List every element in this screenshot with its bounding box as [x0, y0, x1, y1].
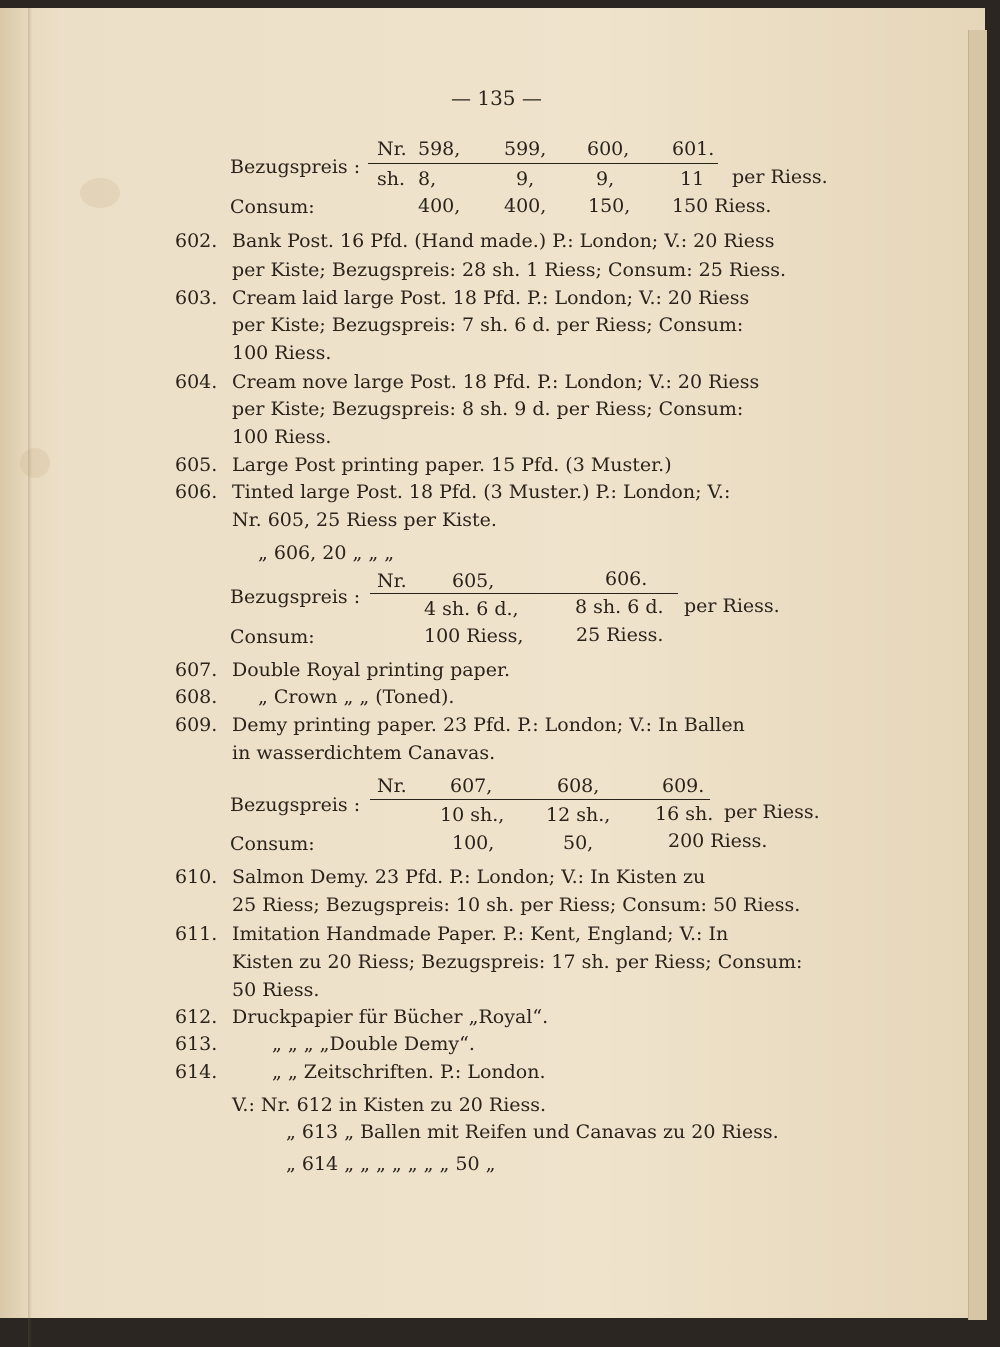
page-edge: [968, 30, 987, 1320]
consum-value: 400,: [504, 195, 547, 217]
entry-number: 607.: [175, 659, 218, 681]
bezugspreis-label: Bezugspreis :: [230, 156, 361, 178]
page-gutter: [28, 8, 32, 1347]
consum-value: 25 Riess.: [576, 624, 664, 646]
consum-label: Consum:: [230, 196, 315, 218]
consum-value: 150 Riess.: [672, 195, 772, 217]
note-line: „ 613 „ Ballen mit Reifen und Canavas zu 20 Riess.: [286, 1121, 779, 1143]
nr-value: 609.: [662, 775, 705, 797]
entry-text: Salmon Demy. 23 Pfd. P.: London; V.: In Kisten zu: [232, 866, 706, 888]
unit-label: per Riess.: [732, 166, 828, 188]
nr-value: 606.: [605, 568, 648, 590]
entry-number: 609.: [175, 714, 218, 736]
entry-text: per Kiste; Bezugspreis: 8 sh. 9 d. per Riess; Consum:: [232, 398, 744, 420]
consum-value: 100,: [452, 832, 495, 854]
page-number: — 135 —: [451, 86, 542, 110]
price-value: 9,: [516, 168, 535, 190]
fraction-rule: [368, 163, 718, 164]
paper-stain: [80, 178, 120, 208]
price-value: 10 sh.,: [440, 804, 505, 826]
entry-text: Imitation Handmade Paper. P.: Kent, England; V.: In: [232, 923, 729, 945]
consum-value: 50,: [563, 832, 594, 854]
book-page: [0, 8, 985, 1318]
price-value: 8 sh. 6 d.: [575, 596, 664, 618]
entry-number: 605.: [175, 454, 218, 476]
fraction-rule: [370, 593, 678, 594]
entry-number: 606.: [175, 481, 218, 503]
entry-text: 100 Riess.: [232, 426, 332, 448]
price-value: 12 sh.,: [546, 804, 611, 826]
entry-text: per Kiste; Bezugspreis: 7 sh. 6 d. per Riess; Consum:: [232, 314, 744, 336]
entry-number: 610.: [175, 866, 218, 888]
bezugspreis-label: Bezugspreis :: [230, 794, 361, 816]
entry-text: „ 606, 20 „ „ „: [258, 542, 395, 564]
entry-text: Demy printing paper. 23 Pfd. P.: London; V.: In Ballen: [232, 714, 745, 736]
entry-text: Cream laid large Post. 18 Pfd. P.: London; V.: 20 Riess: [232, 287, 750, 309]
note-line: V.: Nr. 612 in Kisten zu 20 Riess.: [232, 1094, 547, 1116]
nr-label: Nr.: [377, 775, 407, 797]
consum-label: Consum:: [230, 833, 315, 855]
nr-label: Nr.: [377, 138, 407, 160]
entry-text: Cream nove large Post. 18 Pfd. P.: London; V.: 20 Riess: [232, 371, 760, 393]
price-value: 16 sh.: [655, 803, 714, 825]
consum-label: Consum:: [230, 626, 315, 648]
entry-text: per Kiste; Bezugspreis: 28 sh. 1 Riess; Consum: 25 Riess.: [232, 259, 787, 281]
paper-stain: [20, 448, 50, 478]
bezugspreis-label: Bezugspreis :: [230, 586, 361, 608]
note-line: „ 614 „ „ „ „ „ „ „ 50 „: [286, 1153, 496, 1175]
entry-number: 603.: [175, 287, 218, 309]
consum-value: 200 Riess.: [668, 830, 768, 852]
price-value: 4 sh. 6 d.,: [424, 598, 519, 620]
entry-text: Bank Post. 16 Pfd. (Hand made.) P.: London; V.: 20 Riess: [232, 230, 775, 252]
entry-text: Druckpapier für Bücher „Royal“.: [232, 1006, 549, 1028]
price-value: 8,: [418, 168, 437, 190]
entry-text: „ „ Zeitschriften. P.: London.: [272, 1061, 546, 1083]
entry-number: 611.: [175, 923, 218, 945]
entry-text: Kisten zu 20 Riess; Bezugspreis: 17 sh. per Riess; Consum:: [232, 951, 803, 973]
nr-label: Nr.: [377, 570, 407, 592]
nr-value: 607,: [450, 775, 493, 797]
consum-value: 150,: [588, 195, 631, 217]
entry-number: 602.: [175, 230, 218, 252]
entry-number: 608.: [175, 686, 218, 708]
nr-value: 608,: [557, 775, 600, 797]
entry-number: 614.: [175, 1061, 218, 1083]
entry-text: „ Crown „ „ (Toned).: [258, 686, 455, 708]
nr-value: 598,: [418, 138, 461, 160]
entry-number: 613.: [175, 1033, 218, 1055]
price-value: 9,: [596, 168, 615, 190]
entry-text: Double Royal printing paper.: [232, 659, 510, 681]
unit-label: per Riess.: [724, 801, 820, 823]
entry-text: 50 Riess.: [232, 979, 320, 1001]
unit-label: per Riess.: [684, 595, 780, 617]
nr-value: 601.: [672, 138, 715, 160]
nr-value: 599,: [504, 138, 547, 160]
nr-value: 600,: [587, 138, 630, 160]
consum-value: 100 Riess,: [424, 625, 524, 647]
entry-text: 100 Riess.: [232, 342, 332, 364]
entry-text: 25 Riess; Bezugspreis: 10 sh. per Riess; Consum: 50 Riess.: [232, 894, 801, 916]
price-value: 11: [680, 168, 705, 190]
entry-text: in wasserdichtem Canavas.: [232, 742, 496, 764]
entry-number: 604.: [175, 371, 218, 393]
entry-text: „ „ „ „Double Demy“.: [272, 1033, 475, 1055]
entry-text: Nr. 605, 25 Riess per Kiste.: [232, 509, 497, 531]
entry-text: Large Post printing paper. 15 Pfd. (3 Muster.): [232, 454, 672, 476]
consum-value: 400,: [418, 195, 461, 217]
sh-label: sh.: [377, 168, 406, 190]
entry-number: 612.: [175, 1006, 218, 1028]
fraction-rule: [370, 799, 710, 800]
nr-value: 605,: [452, 570, 495, 592]
entry-text: Tinted large Post. 18 Pfd. (3 Muster.) P.: London; V.:: [232, 481, 731, 503]
